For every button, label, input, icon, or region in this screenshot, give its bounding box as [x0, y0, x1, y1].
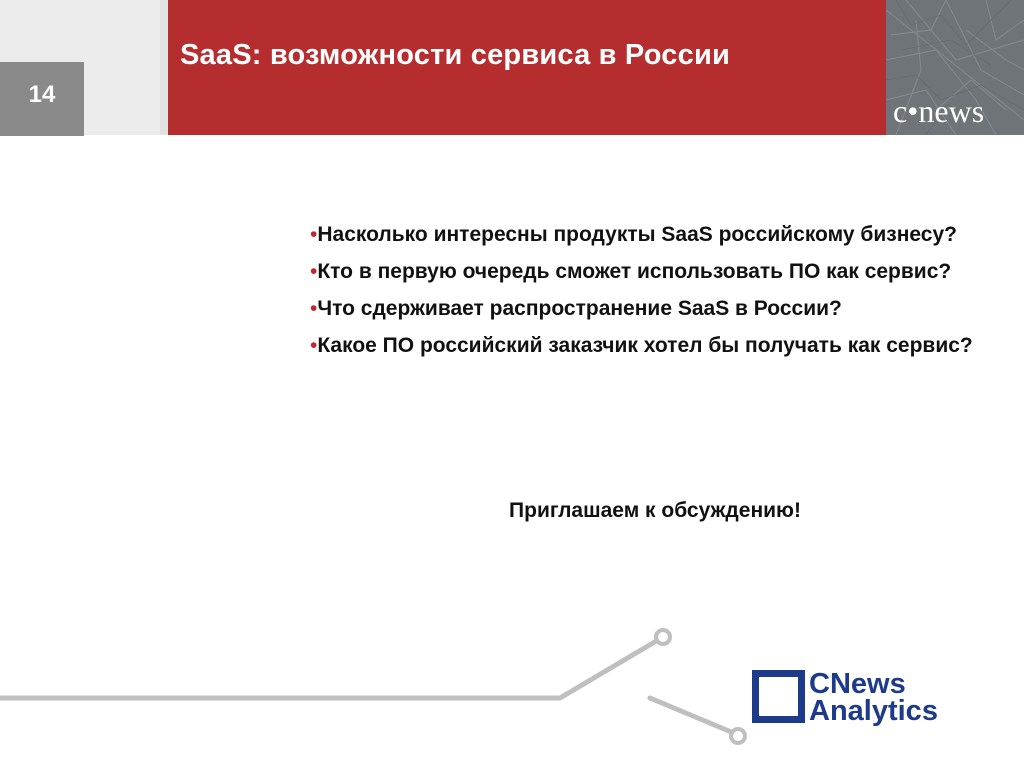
list-item: [310, 330, 1000, 361]
bullet-icon: •: [310, 334, 318, 357]
cnews-analytics-logo-mark: [752, 670, 805, 723]
list-item: [310, 293, 1000, 324]
circuit-line-icon: [0, 600, 760, 768]
discussion-questions-list: [310, 219, 1000, 367]
page-title: SaaS: возможности сервиса в России: [180, 39, 730, 71]
page-number-badge: [0, 62, 84, 136]
cnews-logo: c•news: [893, 93, 985, 129]
brand-line-1: CNews: [809, 668, 906, 700]
discussion-invitation: Приглашаем к обсуждению!: [509, 499, 801, 522]
bullet-icon: •: [310, 260, 318, 283]
bullet-icon: •: [310, 223, 318, 246]
list-item-text: Что сдерживает распространение SaaS в России?: [317, 297, 842, 320]
cnews-analytics-logo-text: [809, 668, 938, 727]
logo-square-inner: [759, 677, 798, 716]
bullet-icon: •: [310, 297, 318, 320]
list-item-text: Кто в первую очередь сможет использовать ПО как сервис?: [317, 260, 952, 283]
list-item: [310, 219, 1000, 250]
brand-line-2: Analytics: [809, 695, 938, 727]
page-number: 14: [28, 81, 56, 108]
header-divider: [160, 0, 168, 135]
list-item: [310, 256, 1000, 287]
list-item-text: Какое ПО российский заказчик хотел бы получать как сервис?: [317, 334, 973, 357]
list-item-text: Насколько интересны продукты SaaS российскому бизнесу?: [317, 223, 957, 246]
